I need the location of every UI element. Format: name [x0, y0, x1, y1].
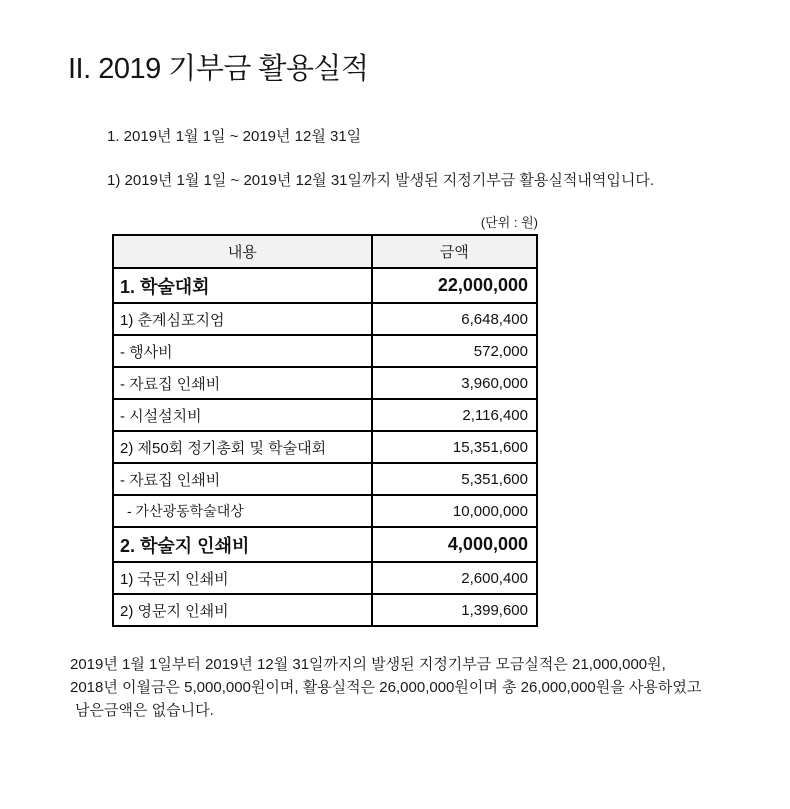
row-amount: 10,000,000 [372, 495, 537, 527]
footer-summary [70, 653, 740, 722]
row-amount: 2,600,400 [372, 562, 537, 594]
table-row [113, 367, 537, 399]
row-amount: 6,648,400 [372, 303, 537, 335]
table-row [113, 594, 537, 626]
table-row [113, 268, 537, 303]
row-name: - 자료집 인쇄비 [113, 367, 372, 399]
row-name: 1. 학술대회 [113, 268, 372, 303]
table-header-row [113, 235, 537, 268]
row-amount: 4,000,000 [372, 527, 537, 562]
row-amount: 1,399,600 [372, 594, 537, 626]
unit-label: (단위 : 원) [480, 215, 538, 230]
row-amount: 5,351,600 [372, 463, 537, 495]
table-header-content: 내용 [113, 235, 372, 268]
row-amount: 15,351,600 [372, 431, 537, 463]
row-name: 2) 제50회 정기총회 및 학술대회 [113, 431, 372, 463]
footer-line: 남은금액은 없습니다. [75, 702, 214, 719]
row-amount: 22,000,000 [372, 268, 537, 303]
table-header-amount: 금액 [372, 235, 537, 268]
row-name: 1) 춘계심포지엄 [113, 303, 372, 335]
table-row [113, 335, 537, 367]
donation-table [112, 234, 538, 627]
row-name: - 행사비 [113, 335, 372, 367]
row-name: - 자료집 인쇄비 [113, 463, 372, 495]
footer-line: 2018년 이월금은 5,000,000원이며, 활용실적은 26,000,000원이며 총 26,000,000원을 사용하였고 [70, 679, 702, 696]
row-name: - 시설설치비 [113, 399, 372, 431]
row-name: 2) 영문지 인쇄비 [113, 594, 372, 626]
table-row [113, 463, 537, 495]
row-name: 2. 학술지 인쇄비 [113, 527, 372, 562]
table-row [113, 431, 537, 463]
row-amount: 2,116,400 [372, 399, 537, 431]
subtitle-description: 1) 2019년 1월 1일 ~ 2019년 12월 31일까지 발생된 지정기부금 활용실적내역입니다. [107, 172, 654, 189]
document-page [0, 46, 790, 809]
table-row [113, 495, 537, 527]
row-name: 1) 국문지 인쇄비 [113, 562, 372, 594]
row-name: - 가산광동학술대상 [113, 495, 372, 527]
row-amount: 572,000 [372, 335, 537, 367]
table-row [113, 303, 537, 335]
table-row [113, 562, 537, 594]
subtitle-period: 1. 2019년 1월 1일 ~ 2019년 12월 31일 [107, 128, 362, 145]
donation-table-section [112, 212, 538, 627]
row-amount: 3,960,000 [372, 367, 537, 399]
table-row [113, 399, 537, 431]
page-title: II. 2019 기부금 활용실적 [68, 53, 369, 85]
footer-line: 2019년 1월 1일부터 2019년 12월 31일까지의 발생된 지정기부금 모금실적은 21,000,000원, [70, 656, 666, 673]
table-row [113, 527, 537, 562]
